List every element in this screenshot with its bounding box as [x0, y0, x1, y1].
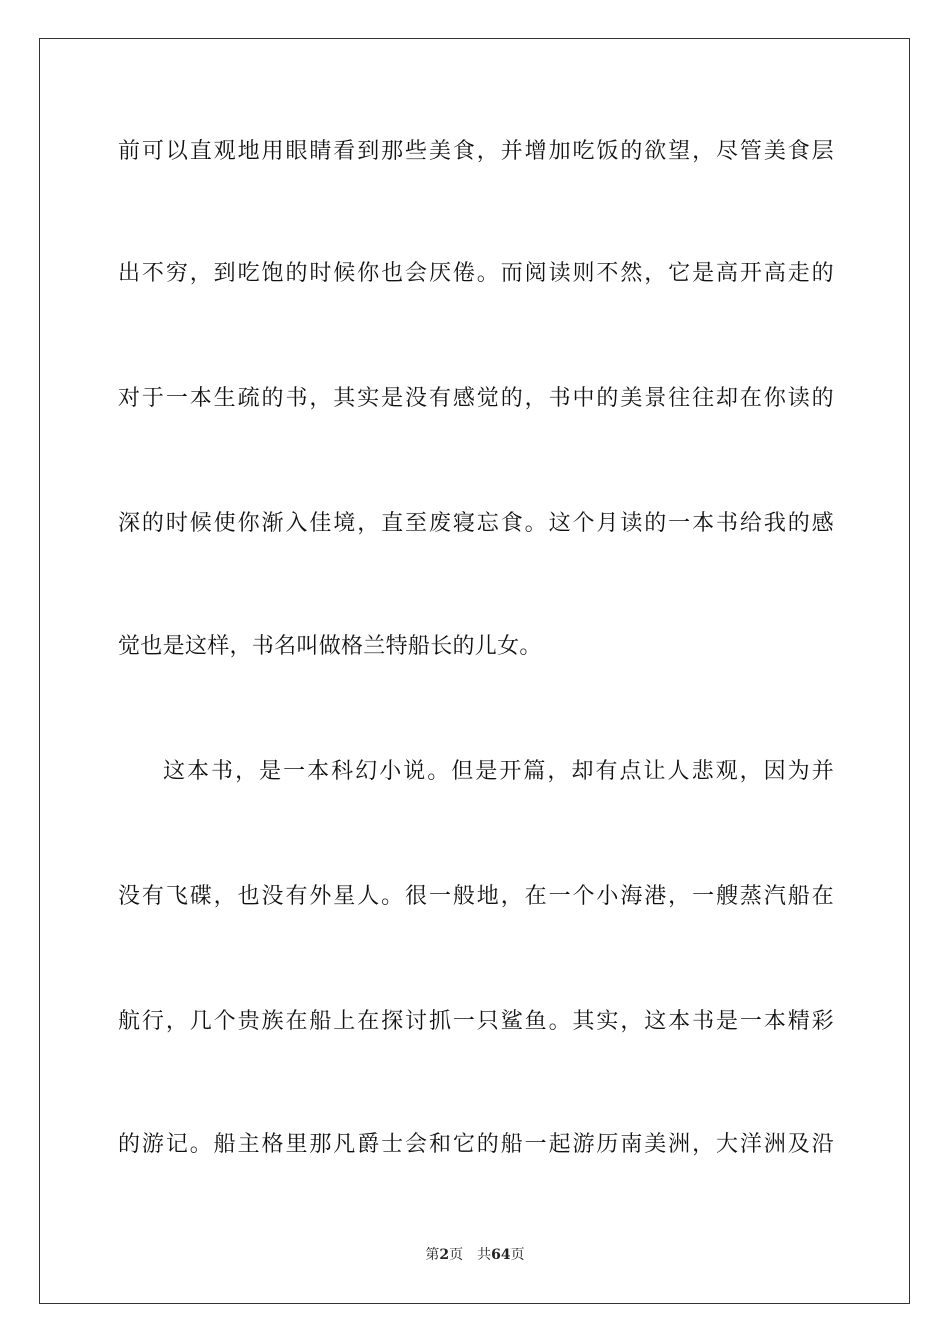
- text-line-1: 前可以直观地用眼睛看到那些美食，并增加吃饭的欲望，尽管美食层: [118, 139, 834, 164]
- page-suffix: 页: [449, 1247, 464, 1263]
- total-pages: 64: [491, 1247, 511, 1263]
- page-footer: [0, 1246, 950, 1264]
- text-line-8: 航行，几个贵族在船上在探讨抓一只鲨鱼。其实，这本书是一本精彩: [118, 1009, 834, 1034]
- text-line-5: 觉也是这样，书名叫做格兰特船长的儿女。: [118, 634, 542, 659]
- page-number: 2: [439, 1247, 450, 1263]
- total-suffix: 页: [510, 1247, 525, 1263]
- text-line-6: 这本书，是一本科幻小说。但是开篇，却有点让人悲观，因为并: [163, 759, 834, 784]
- text-line-2: 出不穷，到吃饱的时候你也会厌倦。而阅读则不然，它是高开高走的: [118, 261, 834, 286]
- page-frame: [39, 38, 910, 1304]
- text-line-7: 没有飞碟，也没有外星人。很一般地，在一个小海港，一艘蒸汽船在: [118, 884, 834, 909]
- total-prefix: 共: [477, 1247, 492, 1263]
- text-line-4: 深的时候使你渐入佳境，直至废寝忘食。这个月读的一本书给我的感: [118, 511, 834, 536]
- text-line-3: 对于一本生疏的书，其实是没有感觉的，书中的美景往往却在你读的: [118, 386, 834, 411]
- text-line-9: 的游记。船主格里那凡爵士会和它的船一起游历南美洲，大洋洲及沿: [118, 1132, 834, 1157]
- page-prefix: 第: [425, 1247, 440, 1263]
